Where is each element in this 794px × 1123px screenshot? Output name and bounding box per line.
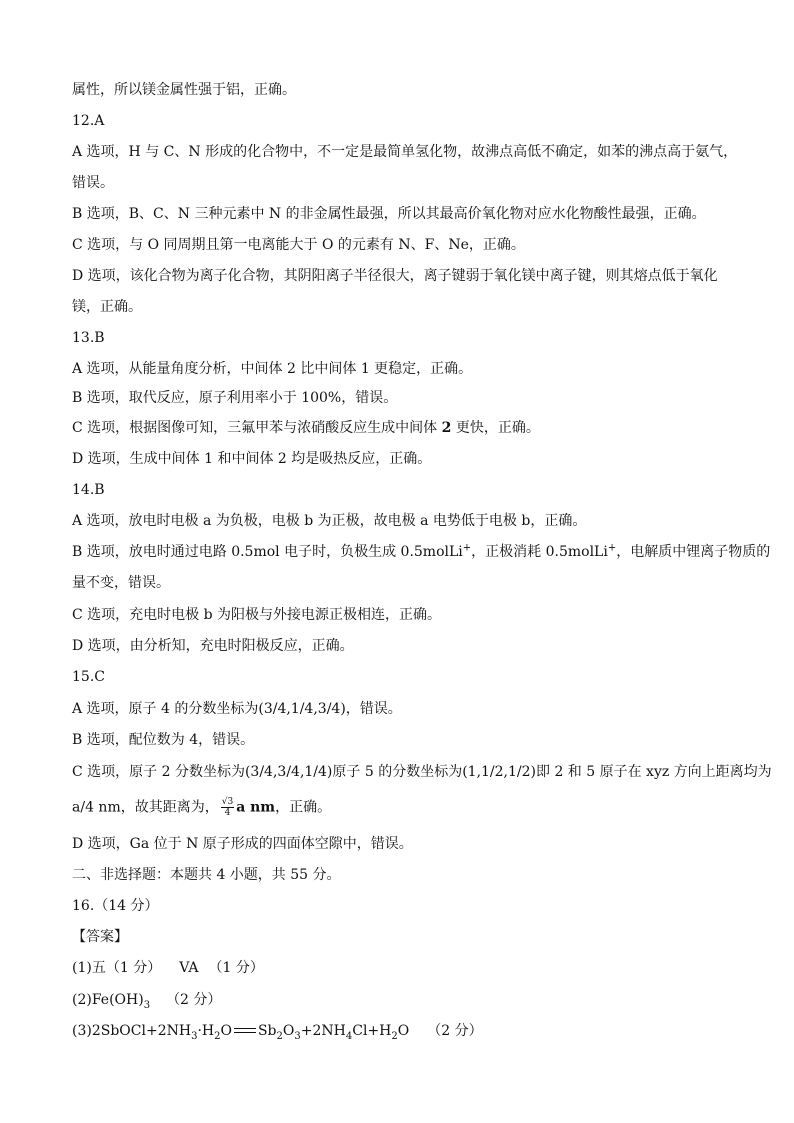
superscript: + — [607, 542, 617, 554]
text-line — [72, 542, 770, 562]
text-line: C 选项，原子 2 分数坐标为(3/4,3/4,1/4)原子 5 的分数坐标为(1,1/2,1/2)即 2 和 5 原子在 xyz 方向上距离均为 — [72, 764, 772, 780]
text-segment: ，正确。 — [275, 799, 332, 816]
text-line: D 选项，该化合物为离子化合物，其阴阳离子半径很大，离子键弱于氧化镁中离子键，则其熔点低于氧化 — [72, 268, 718, 284]
equals-sign-icon — [234, 1027, 256, 1035]
text-line: B 选项，取代反应，原子利用率小于 100%，错误。 — [72, 390, 398, 406]
answer-heading-12: 12.A — [72, 113, 105, 129]
fraction-numerator: √3 — [221, 797, 234, 807]
text-segment: ·H — [197, 1023, 215, 1039]
text-segment: O — [220, 1023, 232, 1039]
text-line: C 选项，充电时电极 b 为阳极与外接电源正极相连，正确。 — [72, 607, 442, 623]
answer-label: 【答案】 — [72, 929, 128, 945]
subscript: 3 — [294, 1030, 301, 1042]
text-line — [72, 797, 331, 818]
text-segment: Cl+H — [352, 1023, 392, 1039]
subscript: 3 — [143, 999, 151, 1011]
text-line — [72, 958, 264, 978]
text-line: C 选项，与 O 同周期且第一电离能大于 O 的元素有 N、F、Ne，正确。 — [72, 237, 525, 253]
text-segment: (3)2SbOCl+2NH — [72, 1023, 192, 1039]
chemical-equation — [72, 1021, 483, 1041]
text-segment-bold: a nm — [236, 799, 276, 816]
text-line: A 选项，H 与 C、N 形成的化合物中，不一定是最简单氢化物，故沸点高低不确定，如苯的沸点高于氨气， — [72, 144, 738, 160]
text-segment-bold: 2 — [441, 420, 452, 436]
subscript: 2 — [214, 1030, 221, 1042]
text-line: D 选项，由分析知，充电时阳极反应，正确。 — [72, 638, 354, 654]
question-heading-16: 16.（14 分） — [72, 898, 159, 914]
text-segment: B 选项，放电时通过电路 0.5mol 电子时，负极生成 0.5molLi — [72, 544, 463, 560]
text-segment: VA — [179, 960, 199, 976]
text-line: B 选项，B、C、N 三种元素中 N 的非金属性最强，所以其最高价氧化物对应水化物酸性最强，正确。 — [72, 206, 706, 222]
text-line — [72, 418, 540, 438]
subscript: 3 — [191, 1030, 198, 1042]
answer-heading-13: 13.B — [72, 330, 105, 346]
text-line: 镁，正确。 — [72, 299, 142, 315]
text-line: 错误。 — [72, 175, 114, 191]
text-line: B 选项，配位数为 4，错误。 — [72, 732, 255, 748]
text-line: A 选项，从能量角度分析，中间体 2 比中间体 1 更稳定，正确。 — [72, 361, 473, 377]
text-line — [72, 990, 221, 1010]
answer-heading-14: 14.B — [72, 482, 105, 498]
text-segment: 更快，正确。 — [451, 420, 540, 436]
text-segment: a/4 nm，故其距离为， — [72, 799, 219, 816]
text-line: A 选项，放电时电极 a 为负极，电极 b 为正极，故电极 a 电势低于电极 b，正确。 — [72, 513, 587, 529]
superscript: + — [462, 542, 472, 554]
text-segment: ，正极消耗 0.5molLi — [471, 544, 608, 560]
text-segment: O — [397, 1023, 410, 1039]
subscript: 2 — [391, 1030, 398, 1042]
text-segment: C 选项，根据图像可知，三氟甲苯与浓硝酸反应生成中间体 — [72, 420, 442, 436]
text-line: 量不变，错误。 — [72, 575, 170, 591]
text-segment: (1)五（1 分） — [72, 960, 162, 976]
subscript: 4 — [345, 1030, 353, 1042]
text-line: A 选项，原子 4 的分数坐标为(3/4,1/4,3/4)，错误。 — [72, 701, 402, 717]
text-segment: （2 分） — [166, 992, 222, 1008]
text-segment: +2NH — [300, 1023, 346, 1039]
subscript: 2 — [276, 1030, 283, 1042]
answer-heading-15: 15.C — [72, 669, 105, 685]
text-line: D 选项，Ga 位于 N 原子形成的四面体空隙中，错误。 — [72, 836, 413, 852]
text-line: 属性，所以镁金属性强于铝，正确。 — [72, 82, 296, 98]
text-segment: O — [282, 1023, 295, 1039]
text-segment: (2)Fe(OH) — [72, 992, 144, 1008]
text-segment: ，电解质中锂离子物质的 — [616, 544, 771, 560]
fraction — [221, 797, 234, 818]
text-segment: Sb — [257, 1023, 277, 1039]
text-segment: （1 分） — [208, 960, 264, 976]
section-heading: 二、非选择题：本题共 4 小题，共 55 分。 — [72, 867, 341, 883]
text-segment: （2 分） — [427, 1023, 483, 1039]
text-line: D 选项，生成中间体 1 和中间体 2 均是吸热反应，正确。 — [72, 451, 432, 467]
fraction-denominator: 4 — [224, 808, 231, 818]
